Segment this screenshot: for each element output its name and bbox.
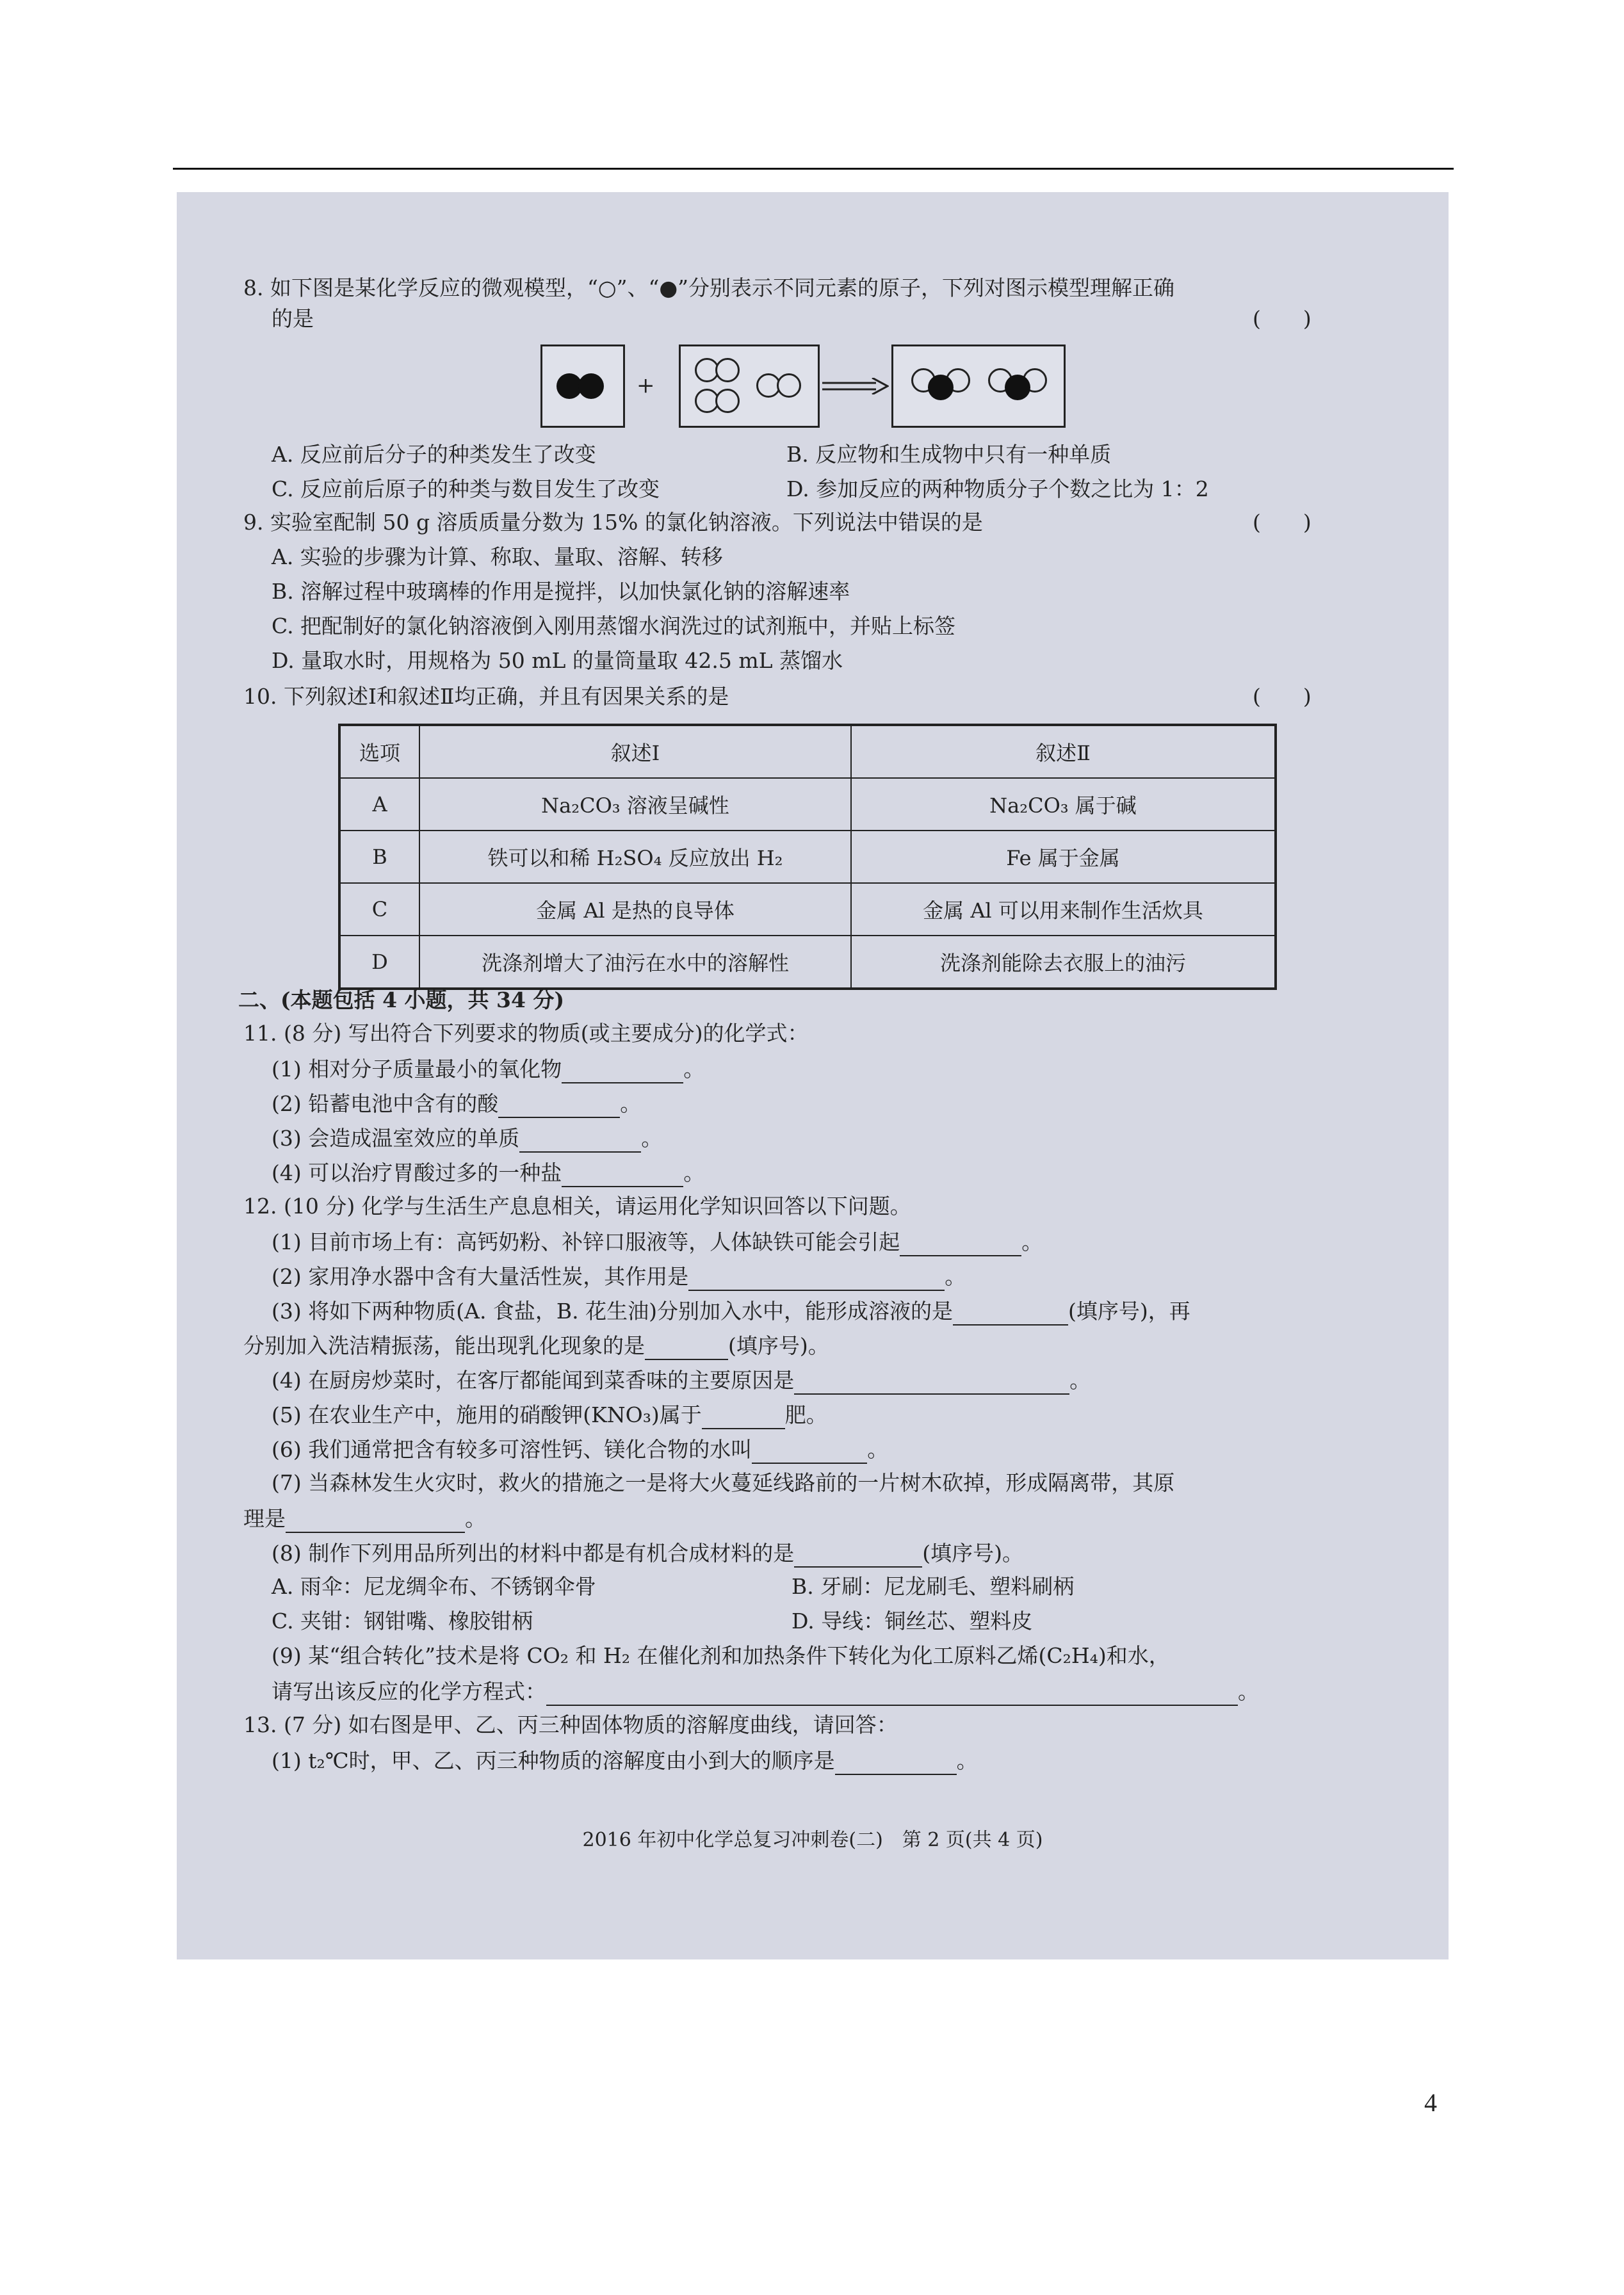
q8-answer-paren: ( ) (1253, 306, 1311, 331)
answer-blank[interactable] (562, 1054, 683, 1083)
q12-item-5: (5) 在农业生产中，施用的硝酸钾(KNO₃)属于 肥。 (272, 1400, 827, 1429)
q10-stem: 10. 下列叙述Ⅰ和叙述Ⅱ均正确，并且有因果关系的是 (243, 684, 729, 709)
q13-stem: 13. (7 分) 如右图是甲、乙、丙三种固体物质的溶解度曲线，请回答： (243, 1712, 898, 1737)
q9-option-b: B. 溶解过程中玻璃棒的作用是搅拌，以加快氯化钠的溶解速率 (272, 579, 850, 604)
q8-stem-line2: 的是 (272, 306, 314, 331)
table-header-row (339, 725, 1276, 778)
q9-answer-paren: ( ) (1253, 510, 1311, 535)
q12-item-9: (9) 某“组合转化”技术是将 CO₂ 和 H₂ 在催化剂和加热条件下转化为化工原料乙烯(C₂H₄)和水， (272, 1643, 1170, 1668)
q8-option-c: C. 反应前后原子的种类与数目发生了改变 (272, 476, 660, 501)
q12-item-7-cont: 理是 。 (243, 1504, 486, 1533)
reactant-box-1 (540, 345, 625, 428)
product-box (891, 345, 1066, 428)
table-cell: Na₂CO₃ 属于碱 (851, 778, 1276, 831)
q11-item-4: (4) 可以治疗胃酸过多的一种盐 。 (272, 1158, 704, 1187)
table-cell: 金属 Al 是热的良导体 (419, 883, 851, 936)
answer-blank[interactable] (794, 1365, 1069, 1395)
table-row (339, 778, 1276, 831)
answer-blank[interactable] (900, 1227, 1021, 1256)
q10-options-table (338, 724, 1277, 990)
black-atom-icon (928, 375, 954, 400)
table-header-cell: 选项 (339, 725, 419, 778)
table-cell: 铁可以和稀 H₂SO₄ 反应放出 H₂ (419, 831, 851, 883)
table-cell: B (339, 831, 419, 883)
table-row (339, 831, 1276, 883)
table-cell: 金属 Al 可以用来制作生活炊具 (851, 883, 1276, 936)
white-atom-icon (715, 358, 740, 382)
q12-item-1: (1) 目前市场上有：高钙奶粉、补锌口服液等，人体缺铁可能会引起 。 (272, 1227, 1043, 1256)
table-cell: C (339, 883, 419, 936)
q12-item-2: (2) 家用净水器中含有大量活性炭，其作用是 。 (272, 1261, 966, 1291)
answer-blank[interactable] (835, 1746, 957, 1775)
q11-item-3: (3) 会造成温室效应的单质 。 (272, 1123, 662, 1153)
q12-stem: 12. (10 分) 化学与生活生产息息相关，请运用化学知识回答以下问题。 (243, 1194, 911, 1219)
q12-item-8-option-d: D. 导线：铜丝芯、塑料皮 (792, 1609, 1033, 1634)
q8-option-d: D. 参加反应的两种物质分子个数之比为 1：2 (786, 476, 1209, 501)
q8-option-b: B. 反应物和生成物中只有一种单质 (786, 442, 1112, 467)
q12-item-9-cont: 请写出该反应的化学方程式： 。 (272, 1676, 1259, 1706)
q10-answer-paren: ( ) (1253, 684, 1311, 709)
q11-item-1: (1) 相对分子质量最小的氧化物 。 (272, 1054, 704, 1083)
q13-item-1: (1) t₂℃时，甲、乙、丙三种物质的溶解度由小到大的顺序是 。 (272, 1746, 978, 1775)
table-row (339, 936, 1276, 989)
answer-blank[interactable] (702, 1400, 785, 1429)
q11-stem: 11. (8 分) 写出符合下列要求的物质(或主要成分)的化学式： (243, 1021, 809, 1046)
table-cell: A (339, 778, 419, 831)
answer-blank[interactable] (498, 1089, 620, 1118)
q9-stem: 9. 实验室配制 50 g 溶质质量分数为 15% 的氯化钠溶液。下列说法中错误的是 (243, 510, 983, 535)
table-cell: D (339, 936, 419, 989)
answer-blank[interactable] (562, 1158, 683, 1187)
q12-item-8-option-a: A. 雨伞：尼龙绸伞布、不锈钢伞骨 (272, 1574, 596, 1599)
black-atom-icon (1005, 375, 1030, 400)
table-row (339, 883, 1276, 936)
q12-item-8-option-b: B. 牙刷：尼龙刷毛、塑料刷柄 (792, 1574, 1075, 1599)
table-header-cell: 叙述Ⅱ (851, 725, 1276, 778)
q9-option-c: C. 把配制好的氯化钠溶液倒入刚用蒸馏水润洗过的试剂瓶中，并贴上标签 (272, 613, 956, 638)
q11-item-2: (2) 铅蓄电池中含有的酸 。 (272, 1089, 641, 1118)
answer-blank[interactable] (688, 1261, 945, 1291)
table-cell: Fe 属于金属 (851, 831, 1276, 883)
q12-item-4: (4) 在厨房炒菜时，在客厅都能闻到菜香味的主要原因是 。 (272, 1365, 1091, 1395)
q8-option-a: A. 反应前后分子的种类发生了改变 (272, 442, 596, 467)
q8-stem-line1: 8. 如下图是某化学反应的微观模型，“○”、“●”分别表示不同元素的原子，下列对图示模型理解正确 (243, 275, 1175, 300)
answer-blank[interactable] (286, 1504, 465, 1533)
table-cell: Na₂CO₃ 溶液呈碱性 (419, 778, 851, 831)
answer-blank[interactable] (546, 1676, 1238, 1706)
q12-item-3: (3) 将如下两种物质(A. 食盐，B. 花生油)分别加入水中，能形成溶液的是 (填序号)，再 (272, 1296, 1190, 1326)
table-header-cell: 叙述Ⅰ (419, 725, 851, 778)
answer-blank[interactable] (953, 1296, 1068, 1326)
exam-footer: 2016 年初中化学总复习冲刺卷(二) 第 2 页(共 4 页) (582, 1829, 1043, 1851)
white-atom-icon (777, 373, 801, 398)
reactant-box-2 (679, 345, 820, 428)
black-atom-icon (578, 373, 604, 399)
reaction-arrow-icon (822, 378, 889, 394)
q12-item-8: (8) 制作下列用品所列出的材料中都是有机合成材料的是 (填序号)。 (272, 1538, 1023, 1568)
q9-option-a: A. 实验的步骤为计算、称取、量取、溶解、转移 (272, 544, 723, 569)
q12-item-6: (6) 我们通常把含有较多可溶性钙、镁化合物的水叫 。 (272, 1434, 888, 1464)
page-number: 4 (1424, 2088, 1437, 2117)
q12-item-7: (7) 当森林发生火灾时，救火的措施之一是将大火蔓延线路前的一片树木砍掉，形成隔离带，其原 (272, 1470, 1175, 1495)
q12-item-8-option-c: C. 夹钳：钢钳嘴、橡胶钳柄 (272, 1609, 533, 1634)
q9-option-d: D. 量取水时，用规格为 50 mL 的量筒量取 42.5 mL 蒸馏水 (272, 648, 843, 673)
answer-blank[interactable] (645, 1331, 728, 1360)
section-2-heading: 二、(本题包括 4 小题，共 34 分) (238, 987, 565, 1012)
top-rule (173, 168, 1454, 170)
answer-blank[interactable] (519, 1123, 641, 1153)
scanned-exam-page (177, 192, 1449, 1959)
white-atom-icon (715, 389, 740, 413)
q12-item-3-cont: 分别加入洗洁精振荡，能出现乳化现象的是 (填序号)。 (243, 1331, 829, 1360)
table-cell: 洗涤剂能除去衣服上的油污 (851, 936, 1276, 989)
answer-blank[interactable] (794, 1538, 922, 1568)
table-cell: 洗涤剂增大了油污在水中的溶解性 (419, 936, 851, 989)
answer-blank[interactable] (752, 1434, 867, 1464)
plus-sign: + (637, 373, 655, 398)
